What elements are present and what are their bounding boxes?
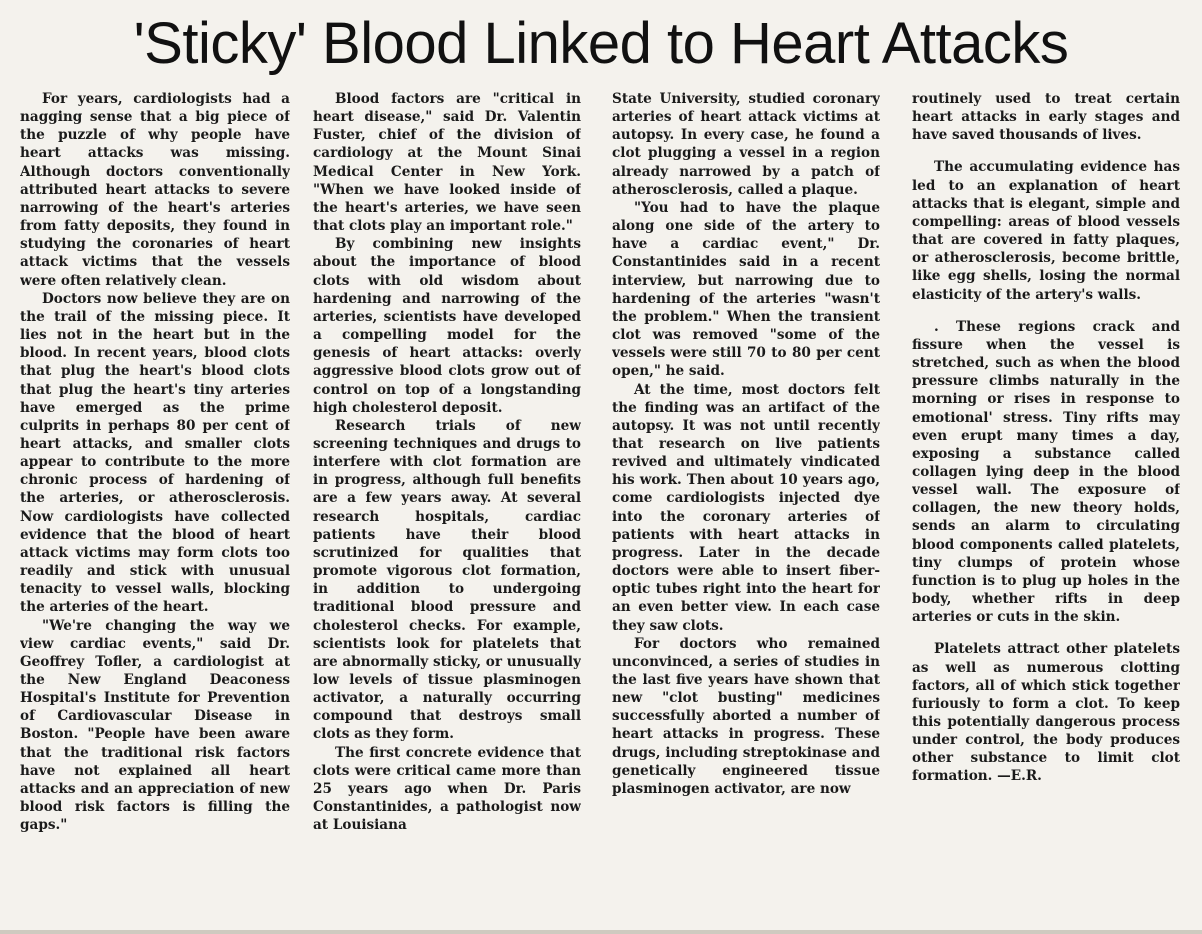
paragraph: The first concrete evidence that clots were critical came more than 25 years ago when Dr. Paris Constantinides, a pathologist now at Louisiana <box>313 744 581 834</box>
paragraph: By combining new insights about the importance of blood clots with old wisdom about hardening and narrowing of the arteries, scientists have developed a compelling model for the genesis of heart attacks: overly aggressive blood clots grow out of control on top of a longstanding high cholesterol deposit. <box>313 236 581 416</box>
article-column-3 <box>612 90 880 928</box>
paragraph: For doctors who remained unconvinced, a series of studies in the last five years have shown that new "clot busting" medicines successfully aborted a number of heart attacks in progress. These drugs, including streptokinase and genetically engineered tissue plasminogen activator, are now <box>612 635 880 797</box>
article-column-1 <box>20 90 290 928</box>
paragraph: Doctors now believe they are on the trail of the missing piece. It lies not in the heart but in the blood. In recent years, blood clots that plug the heart's blood clots that plug the heart's tiny arteries have emerged as the prime culprits in perhaps 80 per cent of heart attacks, and smaller clots appear to contribute to the more chronic process of hardening of the arteries, or atherosclerosis. Now cardiologists have collected evidence that the blood of heart attack victims may form clots too readily and stick with unusual tenacity to vessel walls, blocking the arteries of the heart. <box>20 290 290 616</box>
paragraph: "We're changing the way we view cardiac events," said Dr. Geoffrey Tofler, a cardiologist at the New England Deaconess Hospital's Institute for Prevention of Cardiovascular Disease in Boston. "People have been aware that the traditional risk factors have not explained all heart attacks and an appreciation of new blood risk factors is filling the gaps." <box>20 617 290 834</box>
paragraph: The accumulating evidence has led to an explanation of heart attacks that is elegant, simple and compelling: areas of blood vessels that are covered in fatty plaques, or atherosclerosis, become brittle, like egg shells, losing the normal elasticity of the artery's walls. <box>912 159 1180 303</box>
article-body <box>0 90 1202 930</box>
paragraph: At the time, most doctors felt the finding was an artifact of the autopsy. It was not until recently that research on live patients revived and ultimately vindicated his work. Then about 10 years ago, come cardiologists injected dye into the coronary arteries of patients with heart attacks in progress. Later in the decade doctors were able to insert fiber-optic tubes right into the heart for an even better view. In each case they saw clots. <box>612 381 880 634</box>
paragraph: "You had to have the plaque along one side of the artery to have a cardiac event," Dr. Constantinides said in a recent interview, but narrowing due to hardening of the arteries "wasn't the problem." When the transient clot was removed "some of the vessels were still 70 to 80 per cent open," he said. <box>612 199 880 380</box>
article-column-2 <box>313 90 581 928</box>
article-headline: 'Sticky' Blood Linked to Heart Attacks <box>133 11 1069 76</box>
paragraph-continued: State University, studied coronary arteries of heart attack victims at autopsy. In every case, he found a clot plugging a vessel in a region already narrowed by a patch of atherosclerosis, called a plaque. <box>612 91 880 198</box>
paragraph: Platelets attract other platelets as well as numerous clotting factors, all of which stick together furiously to form a clot. To keep this potentially dangerous process under control, the body produces other substance to limit clot formation. —E.R. <box>912 641 1180 785</box>
paragraph: For years, cardiologists had a nagging sense that a big piece of the puzzle of why people have heart attacks was missing. Although doctors conventionally attributed heart attacks to severe narrowing of the heart's arteries from fatty deposits, they found in studying the coronaries of heart attack victims that the vessels were often relatively clean. <box>20 91 290 289</box>
paragraph: Blood factors are "critical in heart disease," said Dr. Valentin Fuster, chief of the division of cardiology at the Mount Sinai Medical Center in New York. "When we have looked inside of the heart's arteries, we have seen that clots play an important role." <box>313 91 581 235</box>
page-edge-rule <box>0 930 1202 934</box>
paragraph-continued: routinely used to treat certain heart attacks in early stages and have saved thousands of lives. <box>912 91 1180 144</box>
article-column-4 <box>912 90 1180 928</box>
paragraph: Research trials of new screening techniques and drugs to interfere with clot formation are in progress, although full benefits are a few years away. At several research hospitals, cardiac patients have their blood scrutinized for qualities that promote vigorous clot formation, in addition to undergoing traditional blood pressure and cholesterol checks. For example, scientists look for platelets that are abnormally sticky, or unusually low levels of tissue plasminogen activator, a naturally occurring compound that destroys small clots as they form. <box>313 417 581 743</box>
paragraph: . These regions crack and fissure when the vessel is stretched, such as when the blood pressure climbs naturally in the morning or rises in response to emotional' stress. Tiny rifts may even erupt many times a day, exposing a substance called collagen lying deep in the blood vessel wall. The exposure of collagen, the new theory holds, sends an alarm to circulating blood components called platelets, tiny clumps of protein whose function is to plug up holes in the body, whether rifts in deep arteries or cuts in the skin. <box>912 318 1180 626</box>
